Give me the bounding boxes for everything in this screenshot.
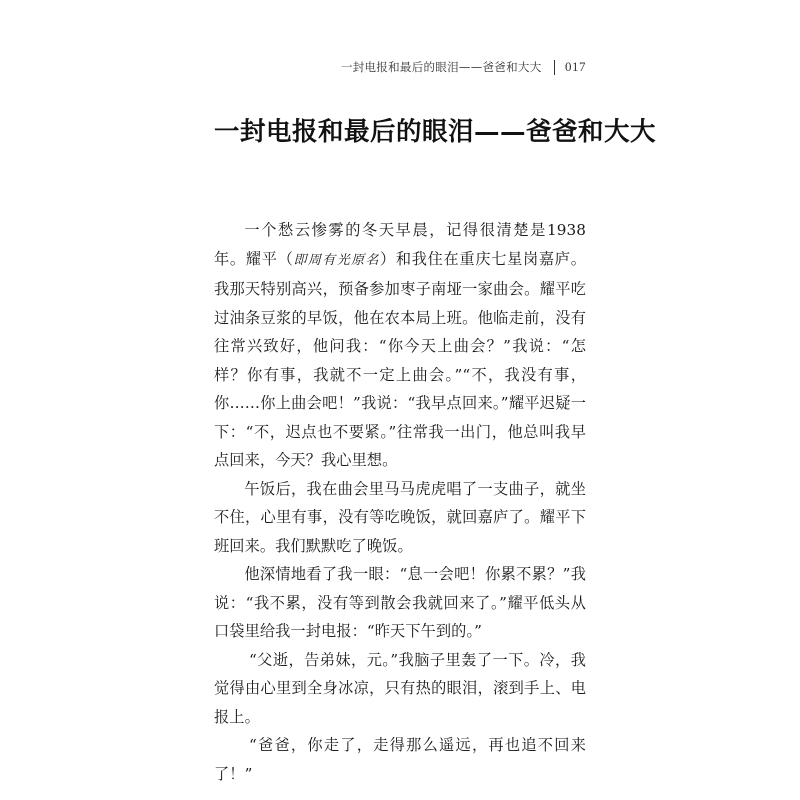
paragraph-1 <box>214 216 586 475</box>
header-divider <box>554 60 556 75</box>
paragraph-4: “父逝，告弟妹，元。”我脑子里轰了一下。冷，我觉得由心里到全身冰凉，只有热的眼泪，滚到手上、电报上。 <box>214 650 586 726</box>
paragraph-3: 他深情地看了我一眼：“息一会吧！你累不累？”我说：“我不累，没有等到散会我就回来了。”耀平低头从口袋里给我一封电报：“昨天下午到的。” <box>214 565 586 640</box>
page-number: 017 <box>565 59 586 74</box>
paragraph-5: “爸爸，你走了，走得那么遥远，再也追不回来了！” <box>214 736 586 783</box>
paragraph-1-part-2: ）和我住在重庆七星岗嘉庐。我那天特别高兴，预备参加枣子南垭一家曲会。耀平吃过油条豆浆的早饭，他在农本局上班。他临走前，没有往常兴致好，他问我：“你今天上曲会？”我说：“怎样？你有事，我就不一定上曲会。”“不，我没有事，你……你上曲会吧！”我说：“我早点回来。”耀平迟疑一下：“不，迟点也不要紧。”往常我一出门，他总叫我早点回来，今天？我心里想。 <box>214 249 586 469</box>
running-header <box>341 57 586 77</box>
original-name-note: 即周有光原名 <box>293 252 380 268</box>
chapter-title: 一封电报和最后的眼泪——爸爸和大大 <box>214 117 657 147</box>
running-title: 一封电报和最后的眼泪——爸爸和大大 <box>340 60 542 74</box>
paragraph-1-part-1: 一个愁云惨雾的冬天早晨，记得很清楚是1938年。耀平（ <box>214 221 586 268</box>
paragraph-2: 午饭后，我在曲会里马马虎虎唱了一支曲子，就坐不住，心里有事，没有等吃晚饭，就回嘉庐了。耀平下班回来。我们默默吃了晚饭。 <box>214 479 586 555</box>
body-text <box>214 216 586 788</box>
